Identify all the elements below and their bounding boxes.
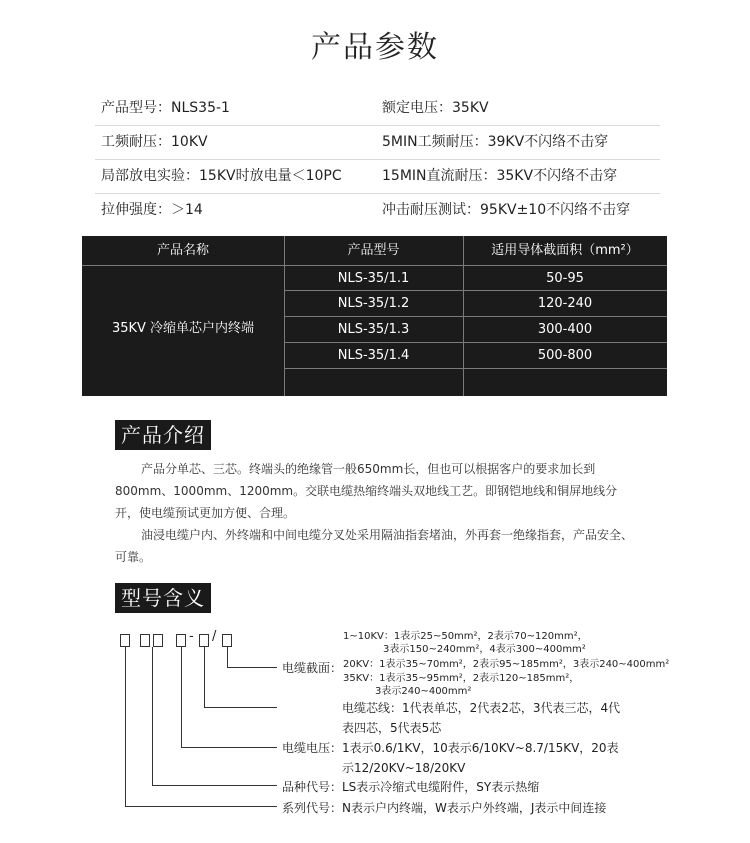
connector-line [152, 785, 277, 786]
label-section: 电缆截面： [282, 661, 343, 675]
table-header-model: 产品型号 [347, 243, 400, 258]
code-box-series [120, 634, 130, 647]
connector-line [181, 747, 277, 748]
section-detail: 3表示150~240mm²，4表示300~400mm² [383, 644, 586, 655]
code-box-section [222, 634, 232, 647]
section-detail: 1~10KV：1表示25~50mm²，2表示70~120mm²， [343, 631, 588, 642]
table-cell-model: NLS-35/1.4 [337, 348, 410, 363]
label-voltage [282, 738, 622, 778]
connector-line [125, 647, 126, 806]
code-separator: - [189, 629, 194, 644]
table-cell-model: NLS-35/1.1 [337, 271, 410, 286]
intro-paragraph: 产品分单芯、三芯。终端头的绝缘管一般650mm长，但也可以根据客户的要求加长到800mm、1000mm、1200mm。交联电缆热缩终端头双地线工艺。即钢铠地线和铜屏地线分开，使电缆预试更加方便、合理。 [115, 462, 618, 520]
connector-line [204, 647, 205, 707]
section-detail: 3表示240~400mm² [375, 686, 472, 697]
model-heading: 型号含义 [115, 583, 211, 613]
param-tensile-strength: 拉伸强度：＞14 [101, 202, 203, 218]
intro-paragraph: 油浸电缆户内、外终端和中间电缆分叉处采用隔油指套堵油，外再套一绝缘指套，产品安全、可靠。 [115, 528, 634, 564]
param-model: 产品型号：NLS35-1 [101, 100, 230, 116]
connector-line [227, 667, 277, 668]
core-text: 电缆芯线：1代表单芯，2代表2芯，3代表三芯，4代表四芯，5代表5芯 [342, 701, 621, 735]
intro-heading: 产品介绍 [115, 420, 211, 450]
table-header-area: 适用导体截面积（mm²） [491, 243, 639, 258]
code-box-core [199, 634, 209, 647]
intro-text [115, 458, 635, 568]
voltage-text: 电缆电压：1表示0.6/1KV，10表示6/10KV~8.7/15KV，20表示12/20KV~18/20KV [282, 741, 619, 775]
param-row [95, 125, 660, 160]
label-series: 系列代号：N表示户内终端，W表示户外终端，J表示中间连接 [282, 801, 607, 815]
table-divider [284, 368, 667, 369]
param-row [95, 193, 660, 227]
connector-line [227, 647, 228, 667]
connector-line [152, 647, 153, 785]
table-cell-area: 50-95 [546, 271, 584, 286]
section-detail: 35KV：1表示35~95mm²，2表示120~185mm²， [343, 673, 580, 684]
code-box-variety-1 [140, 634, 150, 647]
param-5min-withstand: 5MIN工频耐压：39KV不闪络不击穿 [382, 134, 609, 150]
table-cell-area: 300-400 [537, 322, 593, 337]
param-power-frequency: 工频耐压：10KV [101, 134, 208, 150]
table-product-name: 35KV 冷缩单芯户内终端 [111, 321, 255, 336]
label-core [282, 698, 622, 738]
param-impulse-test: 冲击耐压测试：95KV±10不闪络不击穿 [382, 202, 631, 218]
spec-table [82, 236, 667, 396]
table-cell-model: NLS-35/1.3 [337, 322, 410, 337]
param-row [95, 159, 660, 194]
param-rated-voltage: 额定电压：35KV [382, 100, 489, 116]
table-cell-area: 500-800 [537, 348, 593, 363]
param-15min-dc: 15MIN直流耐压：35KV不闪络不击穿 [382, 168, 618, 184]
section-detail: 20KV：1表示35~70mm²，2表示95~185mm²，3表示240~400mm² [343, 659, 670, 670]
table-cell-area: 120-240 [537, 296, 593, 311]
page-title: 产品参数 [311, 30, 439, 65]
connector-line [125, 806, 277, 807]
param-partial-discharge: 局部放电实验：15KV时放电量＜10PC [101, 168, 342, 184]
table-header-name: 产品名称 [156, 243, 209, 258]
connector-line [204, 707, 277, 708]
code-box-variety-2 [153, 634, 163, 647]
code-separator: / [212, 629, 217, 644]
table-cell-model: NLS-35/1.2 [337, 296, 410, 311]
connector-line [181, 647, 182, 747]
label-variety: 品种代号：LS表示冷缩式电缆附件，SY表示热缩 [282, 780, 540, 794]
code-box-voltage [176, 634, 186, 647]
param-row [95, 91, 660, 126]
